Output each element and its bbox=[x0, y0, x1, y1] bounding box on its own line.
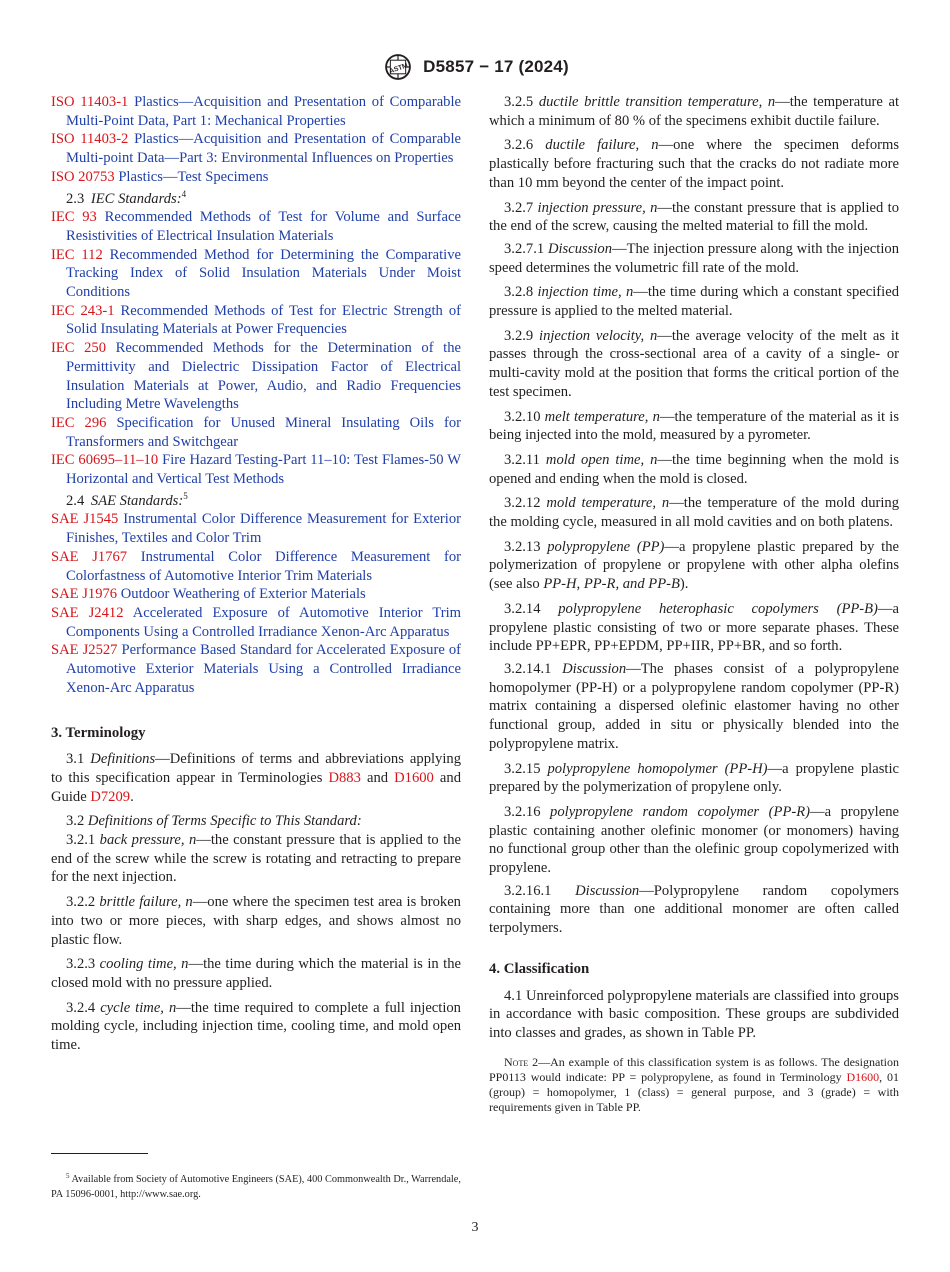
reference-title[interactable]: Plastics—Test Specimens bbox=[118, 168, 269, 185]
definition-term: Discussion bbox=[575, 882, 640, 899]
reference-title[interactable]: Instrumental Color Difference Measurement for Colorfastness of Automotive Interior Trim Materials bbox=[66, 548, 461, 584]
reference-title[interactable]: Recommended Methods of Test for Volume and Surface Resistivities of Electrical Insulation Materials bbox=[66, 209, 461, 244]
note-2: Note 2—An example of this classification system is as follows. The designation PP0113 would indicate: PP = polypropylene, as found in Terminology D1600, 01 (group) = homopolymer, 1 (class) = general purpose, and 3 (grade) = with requirements given in Table PP. bbox=[489, 1054, 899, 1115]
definition-term: cycle time, n bbox=[100, 999, 177, 1016]
definition-3-2-6: 3.2.6 ductile failure, n—one where the specimen deforms plastically before fracturing such that the cracks do not radiate more than 10 mm beyond the center of the impact point. bbox=[489, 137, 900, 191]
reference-code[interactable]: IEC 93 bbox=[51, 209, 97, 226]
definition-text: —one where the specimen deforms plastically before fracturing such that the cracks do not radiate more than 10 mm beyond the center of the impact point. bbox=[489, 137, 900, 191]
definition-text: —a propylene plastic prepared by the polymerization of propylene only. bbox=[489, 760, 899, 796]
definition-term: polypropylene random copolymer (PP-R) bbox=[550, 803, 810, 820]
definition-3-2-10: 3.2.10 melt temperature, n—the temperature of the material as it is being injected into the mold, measured by a pyrometer. bbox=[489, 408, 900, 444]
definition-term: mold open time, n bbox=[545, 451, 658, 468]
reference-sae-2[interactable] bbox=[51, 585, 461, 604]
link-d1600-note[interactable]: D1600 bbox=[846, 1069, 880, 1084]
definition-term: mold temperature, n bbox=[546, 495, 670, 512]
definition-3-2-13: 3.2.13 polypropylene (PP)—a propylene plastic prepared by the polymerization of propylene or propylene with other alpha olefins (see also PP-H, PP-R, and PP-B). bbox=[489, 538, 899, 593]
reference-sae-4[interactable] bbox=[51, 641, 461, 697]
definition-3-2-7: 3.2.7 injection pressure, n—the constant pressure that is applied to the end of the screw, causing the melted material to fill the mold. bbox=[489, 199, 899, 235]
section-heading-terminology: 3. Terminology bbox=[51, 724, 146, 741]
left-column bbox=[51, 93, 461, 1061]
definition-term: ductile brittle transition temperature, n bbox=[538, 94, 776, 110]
definition-3-2-5: 3.2.5 ductile brittle transition temperature, n—the temperature at which a minimum of 80 % of the specimens exhibit ductile failure. bbox=[489, 94, 899, 129]
definition-term: ductile failure, n bbox=[545, 137, 659, 154]
iec-standards-heading: 2.3 IEC Standards:$^4$ bbox=[66, 188, 187, 207]
reference-code[interactable]: SAE J1545 bbox=[51, 511, 119, 528]
paragraph-4-1: 4.1 Unreinforced polypropylene materials are classified into groups in accordance with basic composition. These groups are subdivided into classes and grades, as shown in Table PP. bbox=[489, 987, 899, 1041]
definition-3-2-12: 3.2.12 mold temperature, n—the temperature of the mold during the molding cycle, measured in all mold cavities and on both platens. bbox=[489, 495, 900, 531]
definition-text: —the constant pressure that is applied to the end of the screw while the screw is rotating and retracting to prepare for the next injection. bbox=[51, 832, 461, 886]
definition-term: polypropylene (PP) bbox=[547, 538, 665, 555]
definition-term: cooling time, n bbox=[99, 956, 189, 973]
definition-text: —a propylene plastic prepared by the polymerization of propylene or propylene with other alpha olefins (see also bbox=[489, 538, 899, 593]
reference-title[interactable]: Specification for Unused Mineral Insulating Oils for Transformers and Switchgear bbox=[66, 414, 461, 450]
reference-code[interactable]: SAE J2412 bbox=[51, 604, 124, 621]
reference-code[interactable]: ISO 11403-2 bbox=[51, 131, 129, 148]
paragraph-3-1: 3.1 Definitions—Definitions of terms and abbreviations applying to this specification appear in Terminologies D883 and D1600 and Guide D7209. bbox=[51, 751, 461, 805]
definition-term: Discussion bbox=[562, 660, 627, 677]
page-number: 3 bbox=[471, 1220, 479, 1235]
reference-code[interactable]: SAE J1767 bbox=[51, 548, 128, 565]
definition-3-2-16: 3.2.16 polypropylene random copolymer (PP-R)—a propylene plastic containing another olefinic monomer (or monomers) having no functional group other than the olefinic group copolymerized with propylene. bbox=[489, 803, 899, 877]
link-d7209[interactable]: D7209 bbox=[90, 788, 131, 805]
reference-sae-0[interactable] bbox=[51, 510, 461, 547]
definitions-right bbox=[489, 93, 899, 938]
reference-iec-2[interactable] bbox=[51, 302, 461, 339]
page-header bbox=[0, 52, 950, 82]
footnote-5: $^5$ Available from Society of Automotive Engineers (SAE), 400 Commonwealth Dr., Warrendale, PA 15096-0001, http://www.sae.org. bbox=[51, 1172, 461, 1201]
reference-iec-1[interactable] bbox=[51, 246, 461, 302]
definition-text: —The phases consist of a polypropylene homopolymer (PP-H) or a polypropylene random copolymer (PP-R) matrix containing a dispersed olefinic elastomer having no other functional group, added in situ or physically blended into the polypropylene matrix. bbox=[489, 660, 899, 752]
section-heading-classification: 4. Classification bbox=[489, 960, 590, 977]
sae-reference-list bbox=[51, 510, 461, 697]
definition-term: back pressure, n bbox=[99, 832, 197, 849]
definition-text: —one where the specimen test area is broken into two or more pieces, with sharp edges, and shows almost no plastic flow. bbox=[51, 894, 461, 948]
reference-title[interactable]: Accelerated Exposure of Automotive Interior Trim Components Using a Controlled Irradiance Xenon-Arc Apparatus bbox=[66, 604, 462, 640]
definition-term: Discussion bbox=[547, 240, 612, 257]
link-d883[interactable]: D883 bbox=[328, 769, 361, 786]
reference-iec-4[interactable] bbox=[51, 414, 461, 451]
reference-code[interactable]: SAE J1976 bbox=[51, 586, 118, 603]
definition-3-2-3: 3.2.3 cooling time, n—the time during which the material is in the closed mold with no pressure applied. bbox=[51, 956, 461, 991]
definitions-left bbox=[51, 831, 461, 1055]
reference-iso-0[interactable] bbox=[51, 93, 461, 130]
definition-3-2-8: 3.2.8 injection time, n—the time during which a constant specified pressure is applied to the melted material. bbox=[489, 284, 899, 320]
reference-sae-3[interactable] bbox=[51, 604, 461, 641]
definition-3-2-14-1: 3.2.14.1 Discussion—The phases consist of a polypropylene homopolymer (PP-H) or a polypropylene random copolymer (PP-R) matrix containing a dispersed olefinic elastomer having no other functional group, added in situ or physically blended into the polypropylene matrix. bbox=[489, 660, 899, 752]
reference-code[interactable]: SAE J2527 bbox=[51, 642, 118, 659]
definition-term: melt temperature, n bbox=[544, 408, 660, 425]
definition-term: injection pressure, n bbox=[537, 199, 658, 216]
iso-reference-list bbox=[51, 93, 461, 187]
reference-title[interactable]: Recommended Method for Determining the Comparative Tracking Index of Solid Insulation Materials Under Moist Conditions bbox=[66, 246, 461, 301]
definition-term: injection time, n bbox=[537, 284, 634, 301]
reference-iec-3[interactable] bbox=[51, 339, 461, 414]
reference-iec-5[interactable] bbox=[51, 451, 461, 488]
definition-3-2-4: 3.2.4 cycle time, n—the time required to complete a full injection molding cycle, including injection time, cooling time, and mold open time. bbox=[51, 999, 461, 1054]
definition-term: polypropylene homopolymer (PP-H) bbox=[547, 760, 768, 777]
reference-code[interactable]: ISO 11403-1 bbox=[51, 94, 129, 110]
definition-3-2-1: 3.2.1 back pressure, n—the constant pressure that is applied to the end of the screw while the screw is rotating and retracting to prepare for the next injection. bbox=[51, 832, 461, 886]
astm-logo-icon bbox=[381, 52, 415, 82]
reference-title[interactable]: Recommended Methods for the Determination of the Permittivity and Dielectric Dissipation Factor of Electrical Insulation Materials at Power, Audio, and Radio Frequencies Including Metre Wavelengths bbox=[66, 340, 461, 413]
definition-text: —The injection pressure along with the injection speed determines the volumetric fill rate of the mold. bbox=[489, 240, 899, 276]
definition-text: —a propylene plastic consisting of two or more separate phases. These include PP+EPR, PP+EPDM, PP+IIR, PP+BR, and so forth. bbox=[489, 600, 899, 655]
reference-title[interactable]: Instrumental Color Difference Measurement for Exterior Finishes, Textiles and Color Trim bbox=[66, 511, 461, 547]
reference-code[interactable]: IEC 296 bbox=[51, 414, 107, 431]
definition-text: —the temperature of the material as it is being injected into the mold, measured by a pyrometer. bbox=[489, 408, 900, 444]
reference-title[interactable]: Plastics—Acquisition and Presentation of Comparable Multi-Point Data, Part 1: Mechanical Properties bbox=[66, 94, 462, 129]
reference-title[interactable]: Plastics—Acquisition and Presentation of Comparable Multi-point Data—Part 3: Environmental Influences on Properties bbox=[66, 131, 462, 167]
reference-title[interactable]: Recommended Methods of Test for Electric Strength of Solid Insulating Materials at Power Frequencies bbox=[66, 302, 461, 338]
reference-title[interactable]: Outdoor Weathering of Exterior Materials bbox=[120, 586, 366, 603]
definition-text: —the time during which the material is in the closed mold with no pressure applied. bbox=[51, 956, 461, 991]
link-d1600[interactable]: D1600 bbox=[394, 769, 434, 786]
definition-text: —the temperature at which a minimum of 80 % of the specimens exhibit ductile failure. bbox=[489, 94, 899, 129]
definition-text: —the average velocity of the melt as it passes through the cross-sectional area of a cavity of a single- or multi-cavity mold at the position that forms the critical portion of the test specimen. bbox=[489, 327, 899, 400]
definition-text: —a propylene plastic containing another olefinic monomer (or monomers) having no functional group other than the olefinic group copolymerized with propylene. bbox=[489, 803, 899, 877]
definition-text: —the time during which a constant specified pressure is applied to the melted material. bbox=[489, 284, 899, 320]
reference-title[interactable]: Performance Based Standard for Accelerated Exposure of Automotive Exterior Materials Using a Controlled Irradiance Xenon-Arc Apparatus bbox=[66, 642, 462, 696]
paragraph-3-2: 3.2 Definitions of Terms Specific to This Standard: bbox=[66, 813, 362, 830]
reference-code[interactable]: ISO 20753 bbox=[51, 168, 115, 185]
definition-text: —the constant pressure that is applied to the end of the screw, causing the melted material to fill the mold. bbox=[489, 199, 899, 235]
svg-text:ASTM: ASTM bbox=[388, 62, 410, 76]
sae-standards-heading: 2.4 SAE Standards:$^5$ bbox=[66, 490, 188, 509]
definition-text: —the time beginning when the mold is opened and ending when the mold is closed. bbox=[489, 451, 899, 487]
definition-3-2-16-1: 3.2.16.1 Discussion—Polypropylene random copolymers containing more than one additional monomer are often called terpolymers. bbox=[489, 882, 899, 937]
definition-3-2-11: 3.2.11 mold open time, n—the time beginning when the mold is opened and ending when the mold is closed. bbox=[489, 451, 899, 487]
definition-3-2-2: 3.2.2 brittle failure, n—one where the specimen test area is broken into two or more pieces, with sharp edges, and shows almost no plastic flow. bbox=[51, 894, 461, 948]
definition-term: brittle failure, n bbox=[99, 894, 193, 911]
definition-3-2-14: 3.2.14 polypropylene heterophasic copolymers (PP-B)—a propylene plastic consisting of two or more separate phases. These include PP+EPR, PP+EPDM, PP+IIR, PP+BR, and so forth. bbox=[489, 600, 899, 655]
reference-iso-1[interactable] bbox=[51, 130, 461, 167]
reference-code[interactable]: IEC 112 bbox=[51, 246, 103, 263]
definition-3-2-7-1: 3.2.7.1 Discussion—The injection pressure along with the injection speed determines the volumetric fill rate of the mold. bbox=[489, 240, 899, 276]
definition-text: —the time required to complete a full injection molding cycle, including injection time, cooling time, and mold open time. bbox=[51, 999, 461, 1054]
definition-term: polypropylene heterophasic copolymers (PP-B) bbox=[558, 600, 878, 617]
reference-sae-1[interactable] bbox=[51, 548, 461, 585]
definition-text: —the temperature of the mold during the molding cycle, measured in all mold cavities and on both platens. bbox=[489, 495, 900, 531]
document-designation: D5857 − 17 (2024) bbox=[423, 57, 569, 76]
definition-text: —Polypropylene random copolymers containing more than one additional monomer are often called terpolymers. bbox=[489, 882, 899, 937]
reference-iec-0[interactable] bbox=[51, 208, 461, 245]
reference-code[interactable]: IEC 60695–11–10 bbox=[51, 452, 159, 469]
reference-code[interactable]: IEC 243-1 bbox=[51, 302, 115, 319]
reference-code[interactable]: IEC 250 bbox=[51, 340, 107, 357]
right-column bbox=[489, 93, 899, 1127]
iec-reference-list bbox=[51, 208, 461, 489]
footnote-divider bbox=[51, 1153, 148, 1154]
definition-3-2-9: 3.2.9 injection velocity, n—the average velocity of the melt as it passes through the cross-sectional area of a cavity of a single- or multi-cavity mold at the position that forms the critical portion of the test specimen. bbox=[489, 327, 899, 400]
reference-title[interactable]: Fire Hazard Testing-Part 11–10: Test Flames-50 W Horizontal and Vertical Test Methods bbox=[66, 452, 461, 488]
definition-3-2-15: 3.2.15 polypropylene homopolymer (PP-H)—a propylene plastic prepared by the polymerization of propylene only. bbox=[489, 760, 899, 796]
reference-iso-2[interactable] bbox=[51, 168, 461, 187]
definition-term: injection velocity, n bbox=[539, 327, 658, 344]
